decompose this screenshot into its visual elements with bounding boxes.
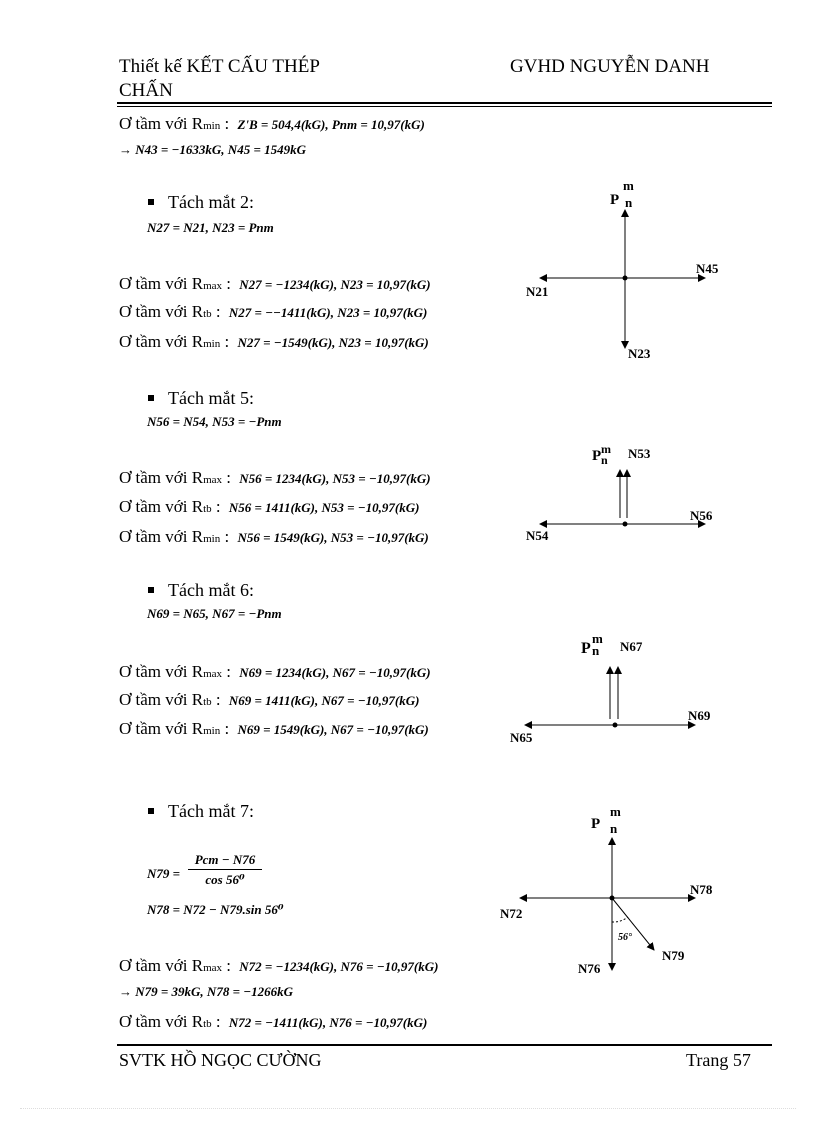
r-max-line: Ơ tầm với Rmax : N56 = 1234(kG), N53 = −10,97(kG) — [119, 468, 431, 487]
svg-text:N79: N79 — [662, 948, 685, 963]
svg-text:m: m — [601, 442, 611, 456]
section-title: Tách mắt 7: — [148, 801, 254, 822]
footer-author: SVTK HỒ NGỌC CƯỜNG — [119, 1050, 322, 1070]
page-number: 57 — [732, 1050, 751, 1070]
header-title: Thiết kế KẾT CẤU THÉP — [119, 56, 320, 77]
top-line-1: Ơ tầm với Rmin : Z'B = 504,4(kG), Pnm = 10,97(kG) — [119, 114, 425, 133]
formula-numerator: Pcm − N76 — [194, 852, 256, 867]
header-title-cont: CHẤN — [119, 80, 173, 101]
page-edge — [20, 1108, 796, 1109]
svg-text:n: n — [610, 821, 618, 836]
formula-denominator: cos 56⁰ — [205, 872, 245, 887]
r-tb-line: Ơ tầm với Rtb : N56 = 1411(kG), N53 = −10,97(kG) — [119, 497, 420, 516]
svg-text:n: n — [601, 453, 608, 467]
joint-2-diagram — [500, 170, 760, 370]
svg-text:N53: N53 — [628, 446, 651, 461]
footer-page: Trang 57 — [686, 1050, 751, 1070]
relation: N56 = N54, N53 = −Pnm — [147, 414, 282, 429]
relation: N69 = N65, N67 = −Pnm — [147, 606, 282, 621]
r-tb-line: Ơ tầm với Rtb : N27 = −−1411(kG), N23 = 10,97(kG) — [119, 302, 428, 321]
svg-text:m: m — [623, 178, 634, 193]
svg-text:P: P — [592, 448, 602, 464]
joint-5-diagram — [500, 440, 760, 550]
result-line: → N79 = 39kG, N78 = −1266kG — [119, 984, 293, 999]
svg-text:n: n — [625, 195, 633, 210]
svg-text:P: P — [591, 816, 601, 832]
r-min-line: Ơ tầm với Rmin : N27 = −1549(kG), N23 = 10,97(kG) — [119, 332, 429, 351]
r-tb-line: Ơ tầm với Rtb : N69 = 1411(kG), N67 = −10,97(kG) — [119, 690, 420, 709]
r-max-line: Ơ tầm với Rmax : N72 = −1234(kG), N76 = −10,97(kG) — [119, 956, 439, 975]
svg-text:N65: N65 — [510, 730, 533, 745]
svg-text:P: P — [581, 640, 591, 657]
section-title: Tách mắt 5: — [148, 388, 254, 409]
joint-6-diagram — [495, 625, 755, 745]
svg-text:N72: N72 — [500, 906, 523, 921]
svg-text:N76: N76 — [578, 961, 601, 976]
r-min-line: Ơ tầm với Rmin : N69 = 1549(kG), N67 = −10,97(kG) — [119, 719, 429, 738]
r-tb-line: Ơ tầm với Rtb : N72 = −1411(kG), N76 = −10,97(kG) — [119, 1012, 428, 1031]
section-title: Tách mắt 2: — [148, 192, 254, 213]
header-rule-thin — [117, 106, 772, 107]
joint-7-diagram — [490, 800, 760, 985]
svg-text:56°: 56° — [618, 932, 632, 943]
svg-text:N67: N67 — [620, 639, 643, 654]
svg-text:N23: N23 — [628, 346, 651, 361]
svg-text:m: m — [610, 804, 621, 819]
label-P: P — [610, 192, 620, 208]
svg-text:N56: N56 — [690, 508, 713, 523]
section-title: Tách mắt 6: — [148, 580, 254, 601]
svg-text:m: m — [592, 631, 603, 646]
formula-lhs: N79 = — [147, 866, 181, 881]
top-line-2: → N43 = −1633kG, N45 = 1549kG — [119, 142, 306, 157]
formula-2: N78 = N72 − N79.sin 56⁰ — [147, 902, 284, 917]
svg-text:N69: N69 — [688, 708, 711, 723]
header-rule-thick — [117, 102, 772, 104]
r-max-line: Ơ tầm với Rmax : N69 = 1234(kG), N67 = −10,97(kG) — [119, 662, 431, 681]
header-instructor: GVHD NGUYỄN DANH — [510, 56, 710, 77]
svg-text:N78: N78 — [690, 882, 713, 897]
footer-rule — [117, 1044, 772, 1046]
svg-text:N21: N21 — [526, 284, 549, 299]
svg-text:N45: N45 — [696, 261, 719, 276]
r-min-line: Ơ tầm với Rmin : N56 = 1549(kG), N53 = −10,97(kG) — [119, 527, 429, 546]
svg-text:N54: N54 — [526, 528, 549, 543]
r-max-line: Ơ tầm với Rmax : N27 = −1234(kG), N23 = 10,97(kG) — [119, 274, 431, 293]
relation: N27 = N21, N23 = Pnm — [147, 220, 274, 235]
svg-text:n: n — [592, 643, 600, 658]
fraction-bar — [188, 869, 262, 870]
